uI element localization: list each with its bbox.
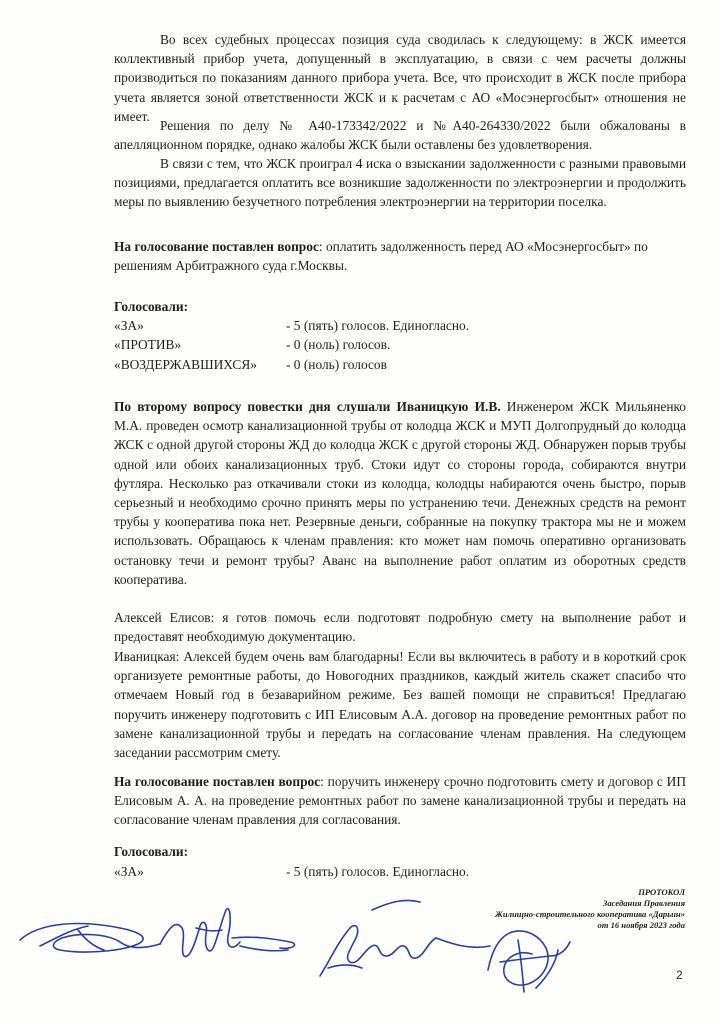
handwritten-signatures (0, 880, 721, 1024)
second-item-text: Инженером ЖСК Мильяненко М.А. проведен осмотр канализационной трубы от колодца ЖСК и МУП Долгопрудный до колодца ЖСК с одной другой стороны ЖД до колодца ЖСК с другой стороны ЖД. Обнаружен порыв трубы одной или обоих канализационных труб. Стоки идут со стороны города, собираются внутри футляра. Несколько раз откачивали стоки из колодца, колодцы набираются очень быстро, порыв серьезный и необходимо срочно принять меры по устранению течи. Денежных средств на ремонт трубы у кооператива пока нет. Резервные деньги, собранные на покупку трактора мы не и можем использовать. Обращаюсь к членам правления: кто может нам помочь оперативно организовать остановку течи и ремонт трубы? Аванс на выполнение работ оплатим из оборотных средств кооператива. (114, 399, 686, 587)
vote-row-against (114, 335, 390, 354)
paragraph-proposal: В связи с тем, что ЖСК проиграл 4 иска о взыскании задолженности с разными правовыми позициями, предлагается оплатить все возникшие задолженности по электроэнергии и продолжить меры по выявлению безучетного потребления электроэнергии на территории поселка. (114, 156, 686, 210)
vote-value: - 5 (пять) голосов. Единогласно. (286, 318, 470, 333)
signature-1 (20, 924, 160, 952)
elisov-statement: Алексей Елисов: я готов помочь если подготовят подробную смету на выполнение работ и предоставят необходимую документацию. (114, 610, 686, 645)
vote-row-for (114, 316, 469, 335)
vote-row-for-2 (114, 862, 469, 881)
protocol-org: Жилищно-строительного кооператива «Дарьин» (494, 909, 685, 919)
protocol-title: ПРОТОКОЛ (638, 887, 685, 897)
vote-value: - 0 (ноль) голосов. (286, 337, 391, 352)
vote-label: «ЗА» (114, 318, 144, 333)
vote-value: - 0 (ноль) голосов (286, 357, 387, 372)
second-item-lead: По второму вопросу повестки дня слушали Иваницкую И.В. (114, 399, 501, 414)
question-2 (114, 772, 686, 830)
voting-2-heading: Голосовали: (114, 844, 189, 859)
protocol-date: от 16 ноября 2023 года (597, 920, 685, 930)
signature-4 (488, 931, 570, 992)
vote-label: «ЗА» (114, 864, 144, 879)
vote-value: - 5 (пять) голосов. Единогласно. (286, 864, 470, 879)
paragraph-appeal: Решения по делу № А40-173342/2022 и №А40-264330/2022 были обжалованы в апелляционном порядке, однако жалобы ЖСК были оставлены без удовлетворения. (114, 118, 686, 153)
question-2-text: : поручить инженеру срочно подготовить смету и договор с ИП Елисовым А. А. на проведение ремонтных работ по замене канализационной трубы и передать на согласование членам правления для согласования. (114, 774, 686, 828)
protocol-subtitle: Заседания Правления (603, 898, 685, 908)
question-1-label: На голосование поставлен вопрос (114, 239, 319, 254)
question-1-text: : оплатить задолженность перед АО «Мосэнергосбыт» по решениям Арбитражного суда г.Москвы. (114, 239, 648, 274)
paragraph-court-position: Во всех судебных процессах позиция суда сводилась к следующему: в ЖСК имеется коллективный прибор учета, допущенный в эксплуатацию, в связи с чем расчеты должны производиться по показаниям данного прибора учета. Все, что происходит в ЖСК после прибора учета является зоной ответственности ЖСК и к расчетам с АО «Мосэнергосбыт» отношения не имеет. (114, 32, 686, 124)
signature-3 (320, 900, 490, 976)
vote-label: «ВОЗДЕРЖАВШИХСЯ» (114, 357, 257, 372)
signature-2 (160, 909, 295, 957)
question-1 (114, 237, 686, 275)
question-2-label: На голосование поставлен вопрос (114, 774, 321, 789)
page-number: 2 (676, 968, 683, 982)
ivanitskaya-statement: Иваницкая: Алексей будем очень вам благодарны! Если вы включитесь в работу и в короткий срок организуете ремонтные работы, до Новогодних праздников, каждый житель скажет спасибо что отмечаем Новый год в безаварийном режиме. Без вашей помощи не справиться! Предлагаю поручить инженеру подготовить с ИП Елисовым А.А. договор на проведение ремонтных работ по замене канализационной трубы и передать на согласование членам правления. На следующем заседании рассмотрим смету. (114, 649, 686, 761)
vote-row-abstain (114, 355, 387, 374)
vote-label: «ПРОТИВ» (114, 337, 182, 352)
second-agenda-item (114, 397, 686, 589)
voting-1-heading: Голосовали: (114, 299, 189, 314)
